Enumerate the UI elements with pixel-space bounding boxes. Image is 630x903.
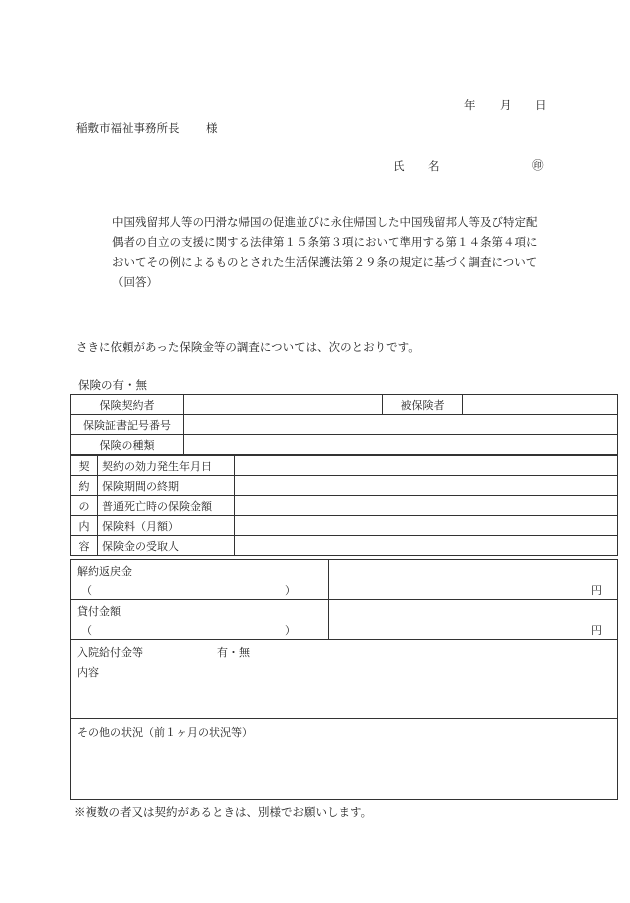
date-month: 月 (500, 98, 512, 112)
insurance-table-top (70, 394, 618, 455)
contract-row-field[interactable] (235, 516, 618, 536)
refund-paren-close: ） (285, 584, 296, 597)
contract-row-label: 保険期間の終期 (98, 476, 235, 496)
insurance-type-field[interactable] (184, 435, 618, 455)
subject-line: 中国残留邦人等の円滑な帰国の促進並びに永住帰国した中国残留邦人等及び特定配 (112, 215, 538, 229)
refund-unit: 円 (591, 584, 602, 597)
contract-row-label: 普通死亡時の保険金額 (98, 496, 235, 516)
contract-row-field[interactable] (235, 496, 618, 516)
name-label-1: 氏 (393, 159, 405, 173)
contract-row-label: 保険金の受取人 (98, 536, 235, 556)
refund-left-box (70, 559, 329, 600)
loan-left-box (70, 599, 329, 640)
loan-paren-close: ） (285, 624, 296, 637)
loan-label: 貸付金額 (77, 605, 121, 618)
hospital-content-label: 内容 (77, 666, 99, 679)
other-status-label: その他の状況（前１ヶ月の状況等） (77, 726, 253, 739)
refund-paren-open: （ (81, 584, 92, 597)
contract-side-char: の (71, 496, 98, 516)
addressee: 稲敷市福祉事務所長 (76, 121, 180, 135)
contract-side-char: 契 (71, 456, 98, 476)
contract-row-field[interactable] (235, 536, 618, 556)
subject-paragraph (112, 212, 582, 292)
loan-paren-open: （ (81, 624, 92, 637)
refund-label: 解約返戻金 (77, 565, 132, 578)
intro-text: さきに依頼があった保険金等の調査については、次のとおりです。 (76, 340, 420, 354)
addressee-honorific: 様 (206, 121, 218, 135)
loan-amount-box[interactable] (328, 599, 618, 640)
date-year: 年 (464, 98, 476, 112)
subject-line: 偶者の自立の支援に関する法律第１５条第３項において準用する第１４条第４項に (112, 235, 538, 249)
contractor-field[interactable] (184, 395, 383, 415)
refund-amount-box[interactable] (328, 559, 618, 600)
contractor-label: 保険契約者 (71, 395, 184, 415)
hospital-benefit-box[interactable] (70, 639, 618, 719)
contract-row-label: 保険料（月額） (98, 516, 235, 536)
contract-side-char: 内 (71, 516, 98, 536)
insured-label: 被保険者 (383, 395, 463, 415)
subject-line: （回答） (112, 275, 158, 289)
certificate-number-field[interactable] (184, 415, 618, 435)
name-label-2: 名 (428, 159, 440, 173)
hospital-presence: 有・無 (217, 646, 250, 659)
insurance-type-label: 保険の種類 (71, 435, 184, 455)
contract-row-field[interactable] (235, 476, 618, 496)
insured-field[interactable] (463, 395, 618, 415)
other-status-box[interactable] (70, 718, 618, 800)
seal-mark: ㊞ (532, 158, 544, 172)
footnote: ※複数の者又は契約があるときは、別様でお願いします。 (74, 805, 373, 819)
contract-details-table (70, 455, 618, 556)
contract-side-char: 約 (71, 476, 98, 496)
loan-unit: 円 (591, 624, 602, 637)
hospital-label: 入院給付金等 (77, 646, 143, 659)
contract-side-char: 容 (71, 536, 98, 556)
subject-line: おいてその例によるものとされた生活保護法第２９条の規定に基づく調査について (112, 255, 538, 269)
certificate-number-label: 保険証書記号番号 (71, 415, 184, 435)
date-line (0, 97, 630, 111)
contract-row-field[interactable] (235, 456, 618, 476)
contract-row-label: 契約の効力発生年月日 (98, 456, 235, 476)
date-day: 日 (535, 98, 547, 112)
insurance-presence-label: 保険の有・無 (78, 378, 147, 392)
